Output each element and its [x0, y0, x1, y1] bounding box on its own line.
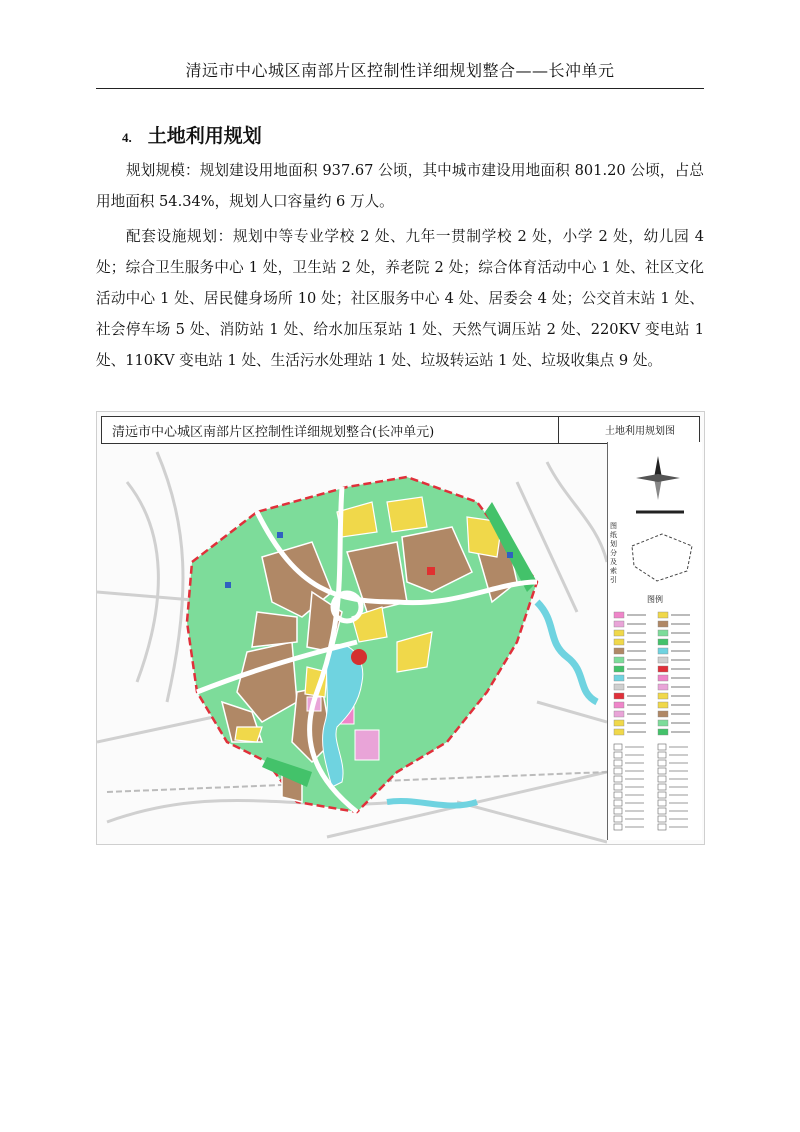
legend-swatch — [658, 630, 668, 636]
running-header-title: 清远市中心城区南部片区控制性详细规划整合——长冲单元 — [185, 61, 615, 80]
facility-symbol-icon — [658, 760, 666, 766]
legend-swatch — [614, 639, 624, 645]
land-use-map-figure — [96, 411, 705, 845]
legend-swatch — [614, 657, 624, 663]
map-title-bar — [101, 416, 700, 444]
legend-swatch — [614, 711, 624, 717]
facility-symbol-icon — [658, 776, 666, 782]
legend-swatch — [658, 675, 668, 681]
facility-symbol-icon — [658, 792, 666, 798]
legend-swatch — [658, 729, 668, 735]
facility-symbol-icon — [658, 744, 666, 750]
legend-swatches — [608, 608, 702, 838]
facility-symbol-icon — [614, 768, 622, 774]
paragraph-text: 规划规模：规划建设用地面积 937.67 公顷，其中城市建设用地面积 801.20 公顷，占总用地面积 54.34%，规划人口容量约 6 万人。 — [96, 162, 704, 210]
paragraph-scale — [96, 155, 704, 217]
facility-symbol-icon — [658, 784, 666, 790]
sheet-index-label: 图纸划分及索引 — [610, 522, 617, 584]
legend-swatch — [658, 702, 668, 708]
facility-symbol-icon — [658, 808, 666, 814]
legend-swatch — [658, 639, 668, 645]
landmark-red-block — [351, 649, 367, 665]
legend-swatch — [614, 648, 624, 654]
legend-swatch — [614, 675, 624, 681]
facility-symbol-icon — [614, 752, 622, 758]
facility-symbol-icon — [614, 784, 622, 790]
river — [537, 602, 597, 702]
facility-symbol-icon — [658, 752, 666, 758]
title-divider — [558, 417, 559, 443]
legend-swatch — [658, 720, 668, 726]
legend-swatch — [658, 621, 668, 627]
header-divider — [96, 88, 704, 89]
facility-symbol-icon — [658, 768, 666, 774]
legend-swatch — [614, 630, 624, 636]
facility-symbol-icon — [614, 760, 622, 766]
facility-symbol-icon — [614, 792, 622, 798]
legend-swatch — [614, 666, 624, 672]
legend-swatch — [614, 612, 624, 618]
legend-swatch — [614, 684, 624, 690]
legend-swatch — [658, 693, 668, 699]
river-south — [387, 801, 477, 806]
legend-swatch — [614, 693, 624, 699]
legend-swatch — [658, 684, 668, 690]
map-title: 清远市中心城区南部片区控制性详细规划整合(长冲单元) — [112, 425, 435, 440]
legend-panel — [607, 442, 702, 840]
legend-swatch — [614, 729, 624, 735]
facility-symbol-icon — [658, 800, 666, 806]
facility-symbol-icon — [614, 816, 622, 822]
paragraph-facilities — [96, 221, 704, 376]
facility-symbol-icon — [658, 816, 666, 822]
section-title: 土地利用规划 — [147, 125, 262, 147]
index-minimap — [622, 526, 702, 588]
legend-swatch — [614, 702, 624, 708]
facility-symbol-icon — [614, 824, 622, 830]
legend-swatch — [658, 657, 668, 663]
legend-swatch — [658, 711, 668, 717]
section-number: 4. — [122, 130, 132, 145]
facility-symbol-icon — [658, 824, 666, 830]
north-arrow-icon — [636, 456, 680, 500]
facility-symbol-icon — [614, 800, 622, 806]
facility-symbol-icon — [614, 776, 622, 782]
map-subtitle: 土地利用规划图 — [605, 426, 675, 437]
legend-swatch — [614, 621, 624, 627]
legend-swatch — [614, 720, 624, 726]
section-heading — [122, 121, 262, 148]
paragraph-text: 配套设施规划：规划中等专业学校 2 处、九年一贯制学校 2 处，小学 2 处，幼儿园 4 处；综合卫生服务中心 1 处，卫生站 2 处，养老院 2 处；综合体育活动中心 1 处、社区文化活动中心 1 处、居民健身场所 10 处；社区服务中心 4 处、居委会 4 处；公交首末站 1 处、社会停车场 5 处、消防站 1 处、给水加压泵站 1 处、天然气调压站 2 处、220KV 变电站 1 处、110KV 变电站 1 处、生活污水处理站 1 处、垃圾转运站 1 处、垃圾收集点 9 处。 — [96, 228, 704, 369]
legend-heading: 图例 — [647, 595, 663, 604]
facility-symbol-icon — [614, 744, 622, 750]
legend-swatch — [658, 666, 668, 672]
land-use-map — [97, 442, 607, 844]
facility-symbol-icon — [614, 808, 622, 814]
legend-swatch — [658, 612, 668, 618]
legend-swatch — [658, 648, 668, 654]
